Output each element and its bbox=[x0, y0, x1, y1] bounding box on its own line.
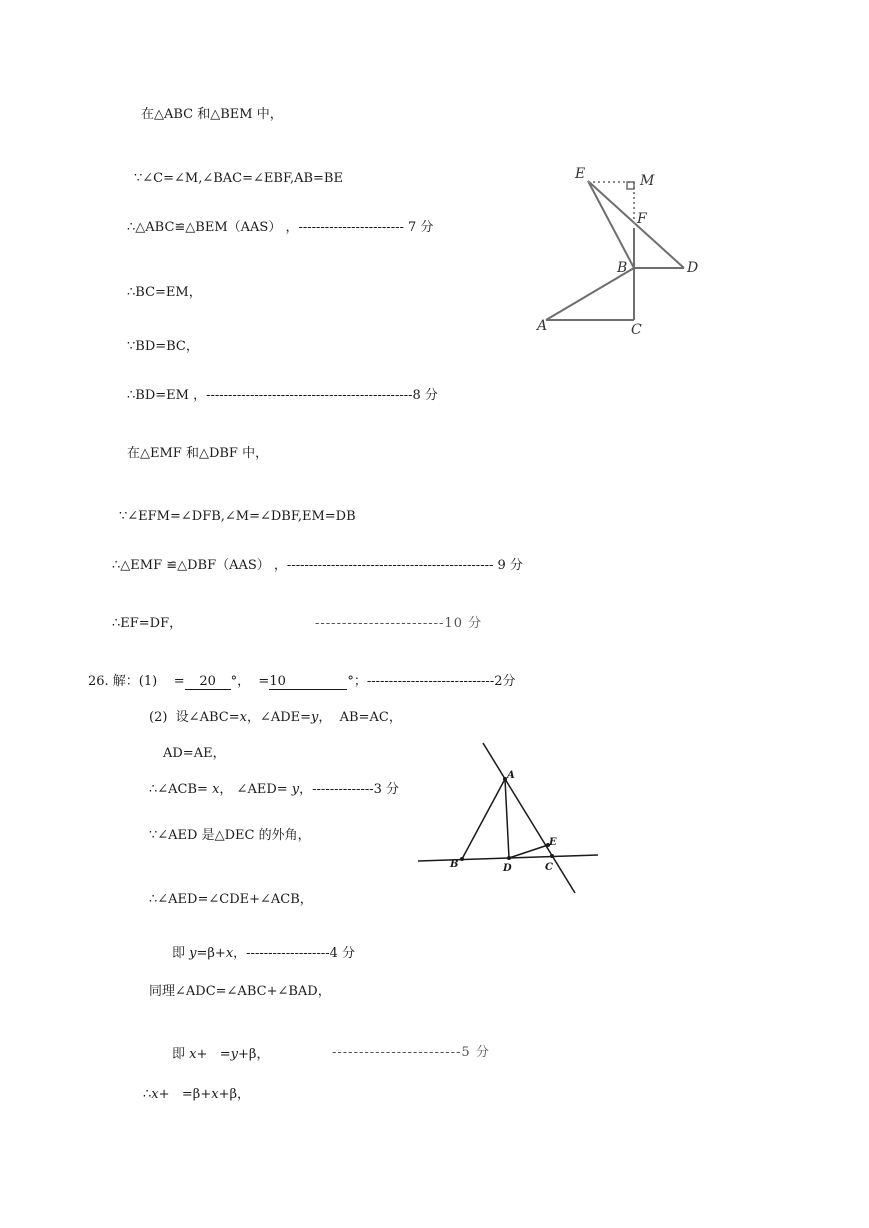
score-10: ------------------------10 分 bbox=[315, 616, 483, 631]
p2-line-5: ∴∠AED=∠CDE+∠ACB， bbox=[149, 892, 313, 907]
label-C: C bbox=[631, 322, 642, 338]
p2-line-7: 同理∠ADC=∠ABC+∠BAD， bbox=[149, 984, 331, 999]
label-M: M bbox=[640, 173, 655, 189]
line-2: ∵∠C=∠M,∠BAC=∠EBF,AB=BE bbox=[134, 171, 343, 186]
label2-A: A bbox=[507, 770, 515, 781]
label2-E: E bbox=[549, 837, 557, 848]
line-4: ∴BC=EM， bbox=[127, 285, 202, 300]
q26-line: 26. 解：(1) = 20 °， =10 °；-----------------------------2分 bbox=[88, 674, 516, 689]
score-5: ------------------------5 分 bbox=[332, 1045, 490, 1060]
line-10: ∴EF=DF， bbox=[112, 616, 183, 631]
label2-C: C bbox=[545, 862, 553, 873]
label-F: F bbox=[637, 211, 647, 227]
p2-line-4: ∵∠AED 是△DEC 的外角， bbox=[149, 828, 311, 843]
p2-line-6: 即 y=β+x，-------------------4 分 bbox=[172, 946, 356, 961]
line-6: ∴BD=EM ，-----------------------------------------------8 分 bbox=[127, 388, 438, 403]
label-B: B bbox=[617, 260, 628, 276]
p2-line-3: ∴∠ACB= x， ∠AED= y，--------------3 分 bbox=[149, 782, 400, 797]
p2-line-9: ∴x+ =β+x+β， bbox=[143, 1087, 250, 1102]
label2-B: B bbox=[450, 859, 459, 870]
line-1: 在△ABC 和△BEM 中， bbox=[141, 107, 283, 122]
line-5: ∵BD=BC， bbox=[127, 339, 199, 354]
label-E: E bbox=[575, 166, 586, 182]
p2-line-1: (2) 设∠ABC=x，∠ADE=y， AB=AC， bbox=[149, 710, 402, 725]
label-A: A bbox=[537, 318, 548, 334]
p2-line-2: AD=AE， bbox=[163, 746, 226, 761]
line-9: ∴△EMF ≌△DBF（AAS） ，----------------------------------------------- 9 分 bbox=[112, 558, 523, 573]
p2-line-8: 即 x+ =y+β， bbox=[172, 1047, 270, 1062]
line-7: 在△EMF 和△DBF 中， bbox=[127, 446, 269, 461]
line-8: ∵∠EFM=∠DFB,∠M=∠DBF,EM=DB bbox=[119, 509, 356, 524]
line-3: ∴△ABC≌△BEM（AAS） ，------------------------ 7 分 bbox=[127, 220, 434, 235]
label-D: D bbox=[687, 260, 699, 276]
label2-D: D bbox=[503, 863, 512, 874]
